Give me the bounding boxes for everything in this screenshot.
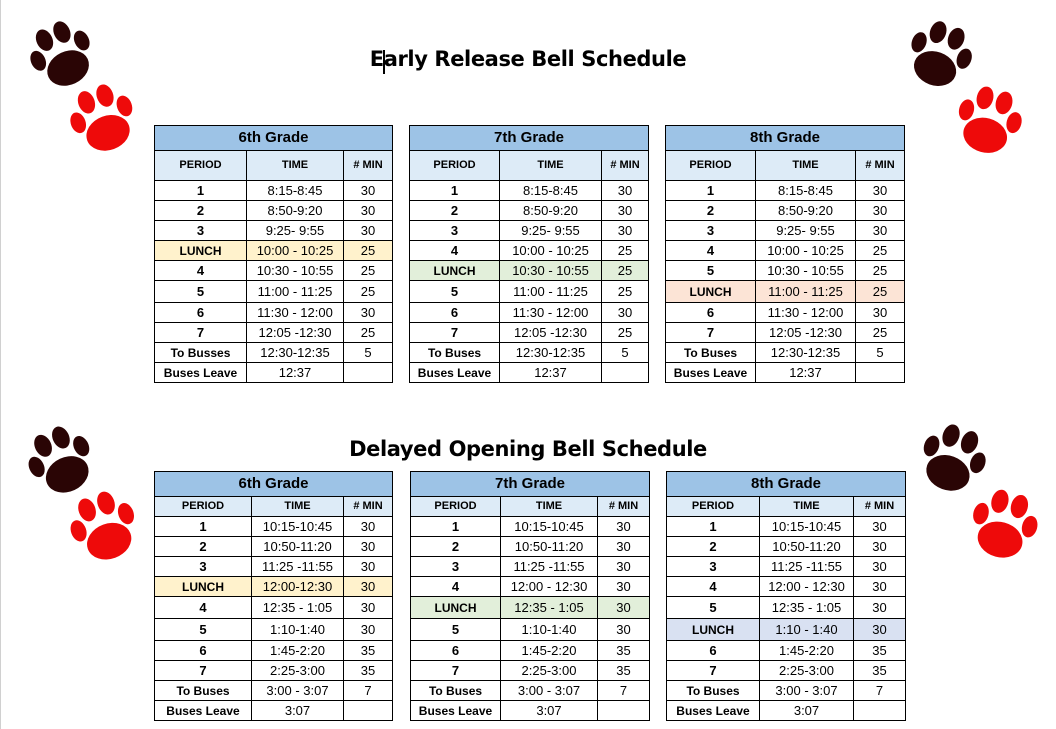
minutes-cell: 35 xyxy=(598,641,650,661)
period-cell: 7 xyxy=(410,323,500,343)
period-cell: 5 xyxy=(667,597,760,619)
table-row xyxy=(155,303,393,323)
period-cell: 1 xyxy=(666,181,756,201)
minutes-cell xyxy=(598,701,650,721)
period-cell: 7 xyxy=(155,323,247,343)
time-cell: 12:00 - 12:30 xyxy=(760,577,854,597)
lunch-row xyxy=(155,577,393,597)
minutes-cell: 30 xyxy=(598,577,650,597)
time-cell: 12:30-12:35 xyxy=(500,343,602,363)
time-cell: 8:15-8:45 xyxy=(247,181,344,201)
time-cell: 10:30 - 10:55 xyxy=(500,261,602,281)
table-row xyxy=(666,343,905,363)
column-header-min: # MIN xyxy=(598,497,650,517)
column-header-period: PERIOD xyxy=(155,151,247,181)
minutes-cell: 7 xyxy=(854,681,906,701)
table-row xyxy=(667,681,906,701)
minutes-cell: 30 xyxy=(344,557,393,577)
table-row xyxy=(155,619,393,641)
period-cell: 1 xyxy=(667,517,760,537)
minutes-cell xyxy=(344,363,393,383)
table-row xyxy=(667,701,906,721)
minutes-cell xyxy=(856,363,905,383)
time-cell: 10:00 - 10:25 xyxy=(756,241,856,261)
time-cell: 11:30 - 12:00 xyxy=(500,303,602,323)
table-row xyxy=(667,641,906,661)
table-row xyxy=(155,261,393,281)
grade-header: 6th Grade xyxy=(155,126,393,151)
period-cell: To Buses xyxy=(666,343,756,363)
delayed-opening-title: Delayed Opening Bell Schedule xyxy=(349,437,707,461)
period-cell: 4 xyxy=(411,577,501,597)
grade-header: 7th Grade xyxy=(410,126,649,151)
time-cell: 10:30 - 10:55 xyxy=(247,261,344,281)
table-row xyxy=(155,343,393,363)
minutes-cell: 5 xyxy=(602,343,649,363)
table-row xyxy=(667,577,906,597)
time-cell: 3:00 - 3:07 xyxy=(760,681,854,701)
table-row xyxy=(155,537,393,557)
minutes-cell xyxy=(854,701,906,721)
grade-header: 7th Grade xyxy=(411,472,650,497)
table-row xyxy=(410,201,649,221)
time-cell: 12:05 -12:30 xyxy=(500,323,602,343)
table-row xyxy=(411,557,650,577)
minutes-cell: 30 xyxy=(602,181,649,201)
period-cell: 3 xyxy=(155,221,247,241)
minutes-cell: 30 xyxy=(344,597,393,619)
table-row xyxy=(666,181,905,201)
period-cell: LUNCH xyxy=(155,577,252,597)
time-cell: 12:00-12:30 xyxy=(252,577,344,597)
time-cell: 1:45-2:20 xyxy=(501,641,598,661)
minutes-cell: 30 xyxy=(344,201,393,221)
period-cell: 6 xyxy=(155,641,252,661)
minutes-cell: 5 xyxy=(344,343,393,363)
column-header-time: TIME xyxy=(247,151,344,181)
time-cell: 12:30-12:35 xyxy=(756,343,856,363)
minutes-cell: 30 xyxy=(856,181,905,201)
period-cell: 6 xyxy=(411,641,501,661)
time-cell: 12:37 xyxy=(247,363,344,383)
minutes-cell: 30 xyxy=(856,201,905,221)
minutes-cell: 7 xyxy=(344,681,393,701)
period-cell: LUNCH xyxy=(666,281,756,303)
minutes-cell: 7 xyxy=(598,681,650,701)
period-cell: 1 xyxy=(155,517,252,537)
table-row xyxy=(410,363,649,383)
period-cell: LUNCH xyxy=(667,619,760,641)
column-header-time: TIME xyxy=(760,497,854,517)
period-cell: 5 xyxy=(155,619,252,641)
minutes-cell: 25 xyxy=(344,261,393,281)
period-cell: 4 xyxy=(666,241,756,261)
early-8th-grade-table xyxy=(665,125,905,383)
period-cell: 1 xyxy=(411,517,501,537)
minutes-cell: 30 xyxy=(854,557,906,577)
column-header-time: TIME xyxy=(500,151,602,181)
period-cell: To Buses xyxy=(410,343,500,363)
minutes-cell: 30 xyxy=(598,517,650,537)
period-cell: 3 xyxy=(667,557,760,577)
minutes-cell: 30 xyxy=(344,537,393,557)
time-cell: 2:25-3:00 xyxy=(760,661,854,681)
period-cell: LUNCH xyxy=(410,261,500,281)
period-cell: To Buses xyxy=(411,681,501,701)
lunch-row xyxy=(410,261,649,281)
period-cell: 6 xyxy=(410,303,500,323)
table-row xyxy=(411,641,650,661)
time-cell: 1:10-1:40 xyxy=(501,619,598,641)
period-cell: 3 xyxy=(411,557,501,577)
period-cell: LUNCH xyxy=(155,241,247,261)
time-cell: 10:00 - 10:25 xyxy=(500,241,602,261)
minutes-cell xyxy=(344,701,393,721)
time-cell: 12:05 -12:30 xyxy=(756,323,856,343)
time-cell: 1:45-2:20 xyxy=(252,641,344,661)
column-header-time: TIME xyxy=(756,151,856,181)
table-row xyxy=(411,619,650,641)
table-row xyxy=(155,517,393,537)
period-cell: Buses Leave xyxy=(666,363,756,383)
period-cell: 2 xyxy=(411,537,501,557)
period-cell: To Buses xyxy=(155,681,252,701)
delayed-7th-grade-table xyxy=(410,471,650,721)
minutes-cell: 30 xyxy=(344,181,393,201)
column-header-period: PERIOD xyxy=(411,497,501,517)
period-cell: Buses Leave xyxy=(155,701,252,721)
table-row xyxy=(666,221,905,241)
time-cell: 12:35 - 1:05 xyxy=(252,597,344,619)
minutes-cell: 25 xyxy=(856,281,905,303)
delayed-6th-grade-table xyxy=(154,471,393,721)
minutes-cell: 30 xyxy=(854,619,906,641)
minutes-cell: 25 xyxy=(602,281,649,303)
period-cell: 1 xyxy=(410,181,500,201)
table-row xyxy=(411,517,650,537)
early-release-title: Early Release Bell Schedule xyxy=(369,47,687,71)
table-row xyxy=(666,261,905,281)
period-cell: 2 xyxy=(667,537,760,557)
minutes-cell: 35 xyxy=(344,641,393,661)
table-row xyxy=(411,661,650,681)
table-row xyxy=(667,537,906,557)
time-cell: 1:10 - 1:40 xyxy=(760,619,854,641)
period-cell: 4 xyxy=(410,241,500,261)
table-row xyxy=(155,661,393,681)
minutes-cell: 30 xyxy=(598,557,650,577)
minutes-cell: 30 xyxy=(602,303,649,323)
minutes-cell: 30 xyxy=(344,577,393,597)
period-cell: 2 xyxy=(410,201,500,221)
period-cell: 2 xyxy=(666,201,756,221)
grade-header: 8th Grade xyxy=(666,126,905,151)
minutes-cell: 25 xyxy=(344,241,393,261)
column-header-time: TIME xyxy=(252,497,344,517)
table-row xyxy=(155,201,393,221)
time-cell: 9:25- 9:55 xyxy=(756,221,856,241)
table-row xyxy=(666,323,905,343)
period-cell: 6 xyxy=(155,303,247,323)
column-header-period: PERIOD xyxy=(667,497,760,517)
time-cell: 10:30 - 10:55 xyxy=(756,261,856,281)
table-row xyxy=(411,701,650,721)
period-cell: Buses Leave xyxy=(410,363,500,383)
period-cell: LUNCH xyxy=(411,597,501,619)
table-row xyxy=(155,681,393,701)
minutes-cell: 30 xyxy=(344,517,393,537)
period-cell: 6 xyxy=(666,303,756,323)
time-cell: 11:25 -11:55 xyxy=(501,557,598,577)
time-cell: 12:30-12:35 xyxy=(247,343,344,363)
table-row xyxy=(667,557,906,577)
column-header-period: PERIOD xyxy=(155,497,252,517)
table-row xyxy=(667,661,906,681)
table-row xyxy=(666,201,905,221)
period-cell: 1 xyxy=(155,181,247,201)
delayed-8th-grade-table xyxy=(666,471,906,721)
column-header-min: # MIN xyxy=(854,497,906,517)
minutes-cell: 25 xyxy=(344,281,393,303)
minutes-cell: 30 xyxy=(854,577,906,597)
lunch-row xyxy=(666,281,905,303)
paw-print-icon xyxy=(948,80,1030,162)
minutes-cell: 35 xyxy=(854,661,906,681)
period-cell: 6 xyxy=(667,641,760,661)
minutes-cell: 30 xyxy=(854,517,906,537)
column-header-min: # MIN xyxy=(602,151,649,181)
time-cell: 10:50-11:20 xyxy=(760,537,854,557)
table-row xyxy=(155,597,393,619)
minutes-cell: 30 xyxy=(344,303,393,323)
table-row xyxy=(155,641,393,661)
time-cell: 12:35 - 1:05 xyxy=(760,597,854,619)
minutes-cell: 30 xyxy=(344,619,393,641)
table-row xyxy=(667,597,906,619)
time-cell: 8:50-9:20 xyxy=(247,201,344,221)
period-cell: 5 xyxy=(155,281,247,303)
table-row xyxy=(666,363,905,383)
table-row xyxy=(666,303,905,323)
minutes-cell: 35 xyxy=(598,661,650,681)
time-cell: 12:35 - 1:05 xyxy=(501,597,598,619)
grade-header: 8th Grade xyxy=(667,472,906,497)
table-row xyxy=(411,537,650,557)
table-row xyxy=(411,681,650,701)
time-cell: 8:15-8:45 xyxy=(500,181,602,201)
period-cell: 5 xyxy=(411,619,501,641)
table-row xyxy=(155,557,393,577)
time-cell: 1:10-1:40 xyxy=(252,619,344,641)
period-cell: 4 xyxy=(155,261,247,281)
column-header-min: # MIN xyxy=(344,497,393,517)
period-cell: Buses Leave xyxy=(155,363,247,383)
time-cell: 1:45-2:20 xyxy=(760,641,854,661)
period-cell: To Buses xyxy=(667,681,760,701)
early-6th-grade-table xyxy=(154,125,393,383)
minutes-cell: 30 xyxy=(856,221,905,241)
minutes-cell: 30 xyxy=(598,537,650,557)
table-row xyxy=(410,323,649,343)
time-cell: 2:25-3:00 xyxy=(252,661,344,681)
period-cell: 2 xyxy=(155,537,252,557)
lunch-row xyxy=(411,597,650,619)
time-cell: 12:00 - 12:30 xyxy=(501,577,598,597)
table-row xyxy=(155,323,393,343)
time-cell: 10:50-11:20 xyxy=(252,537,344,557)
period-cell: 5 xyxy=(666,261,756,281)
time-cell: 11:25 -11:55 xyxy=(760,557,854,577)
period-cell: 2 xyxy=(155,201,247,221)
time-cell: 10:15-10:45 xyxy=(760,517,854,537)
period-cell: 4 xyxy=(155,597,252,619)
time-cell: 9:25- 9:55 xyxy=(247,221,344,241)
minutes-cell: 30 xyxy=(598,619,650,641)
column-header-period: PERIOD xyxy=(410,151,500,181)
minutes-cell: 30 xyxy=(602,201,649,221)
paw-print-icon xyxy=(62,485,146,569)
time-cell: 3:00 - 3:07 xyxy=(501,681,598,701)
time-cell: 11:30 - 12:00 xyxy=(247,303,344,323)
minutes-cell: 30 xyxy=(854,597,906,619)
time-cell: 8:15-8:45 xyxy=(756,181,856,201)
table-row xyxy=(410,241,649,261)
time-cell: 11:25 -11:55 xyxy=(252,557,344,577)
table-row xyxy=(410,221,649,241)
period-cell: 7 xyxy=(667,661,760,681)
period-cell: Buses Leave xyxy=(411,701,501,721)
column-header-min: # MIN xyxy=(856,151,905,181)
time-cell: 12:37 xyxy=(500,363,602,383)
minutes-cell: 25 xyxy=(602,323,649,343)
time-cell: 11:30 - 12:00 xyxy=(756,303,856,323)
table-row xyxy=(155,221,393,241)
table-row xyxy=(155,701,393,721)
page-edge xyxy=(0,0,1,729)
time-cell: 11:00 - 11:25 xyxy=(756,281,856,303)
table-row xyxy=(155,281,393,303)
time-cell: 12:05 -12:30 xyxy=(247,323,344,343)
time-cell: 10:15-10:45 xyxy=(501,517,598,537)
time-cell: 3:07 xyxy=(252,701,344,721)
period-cell: 4 xyxy=(667,577,760,597)
table-row xyxy=(667,517,906,537)
minutes-cell: 30 xyxy=(856,303,905,323)
paw-print-icon xyxy=(962,483,1046,567)
minutes-cell: 35 xyxy=(854,641,906,661)
minutes-cell: 25 xyxy=(856,241,905,261)
period-cell: 7 xyxy=(666,323,756,343)
lunch-row xyxy=(155,241,393,261)
minutes-cell: 30 xyxy=(854,537,906,557)
period-cell: 3 xyxy=(155,557,252,577)
table-row xyxy=(666,241,905,261)
minutes-cell: 30 xyxy=(602,221,649,241)
time-cell: 11:00 - 11:25 xyxy=(247,281,344,303)
paw-print-icon xyxy=(62,78,144,160)
time-cell: 8:50-9:20 xyxy=(500,201,602,221)
time-cell: 3:00 - 3:07 xyxy=(252,681,344,701)
time-cell: 8:50-9:20 xyxy=(756,201,856,221)
minutes-cell: 25 xyxy=(856,261,905,281)
time-cell: 10:00 - 10:25 xyxy=(247,241,344,261)
time-cell: 10:15-10:45 xyxy=(252,517,344,537)
period-cell: 3 xyxy=(666,221,756,241)
time-cell: 11:00 - 11:25 xyxy=(500,281,602,303)
column-header-time: TIME xyxy=(501,497,598,517)
period-cell: Buses Leave xyxy=(667,701,760,721)
column-header-period: PERIOD xyxy=(666,151,756,181)
table-row xyxy=(410,343,649,363)
time-cell: 12:37 xyxy=(756,363,856,383)
table-row xyxy=(410,281,649,303)
table-row xyxy=(411,577,650,597)
period-cell: 5 xyxy=(410,281,500,303)
column-header-min: # MIN xyxy=(344,151,393,181)
period-cell: To Busses xyxy=(155,343,247,363)
minutes-cell: 25 xyxy=(602,261,649,281)
minutes-cell: 30 xyxy=(344,221,393,241)
time-cell: 3:07 xyxy=(760,701,854,721)
minutes-cell: 5 xyxy=(856,343,905,363)
time-cell: 10:50-11:20 xyxy=(501,537,598,557)
minutes-cell: 30 xyxy=(598,597,650,619)
period-cell: 3 xyxy=(410,221,500,241)
table-row xyxy=(155,181,393,201)
period-cell: 7 xyxy=(411,661,501,681)
table-row xyxy=(410,181,649,201)
time-cell: 9:25- 9:55 xyxy=(500,221,602,241)
minutes-cell xyxy=(602,363,649,383)
lunch-row xyxy=(667,619,906,641)
table-row xyxy=(410,303,649,323)
early-7th-grade-table xyxy=(409,125,649,383)
time-cell: 3:07 xyxy=(501,701,598,721)
minutes-cell: 25 xyxy=(856,323,905,343)
grade-header: 6th Grade xyxy=(155,472,393,497)
table-row xyxy=(155,363,393,383)
minutes-cell: 35 xyxy=(344,661,393,681)
period-cell: 7 xyxy=(155,661,252,681)
time-cell: 2:25-3:00 xyxy=(501,661,598,681)
minutes-cell: 25 xyxy=(344,323,393,343)
minutes-cell: 25 xyxy=(602,241,649,261)
